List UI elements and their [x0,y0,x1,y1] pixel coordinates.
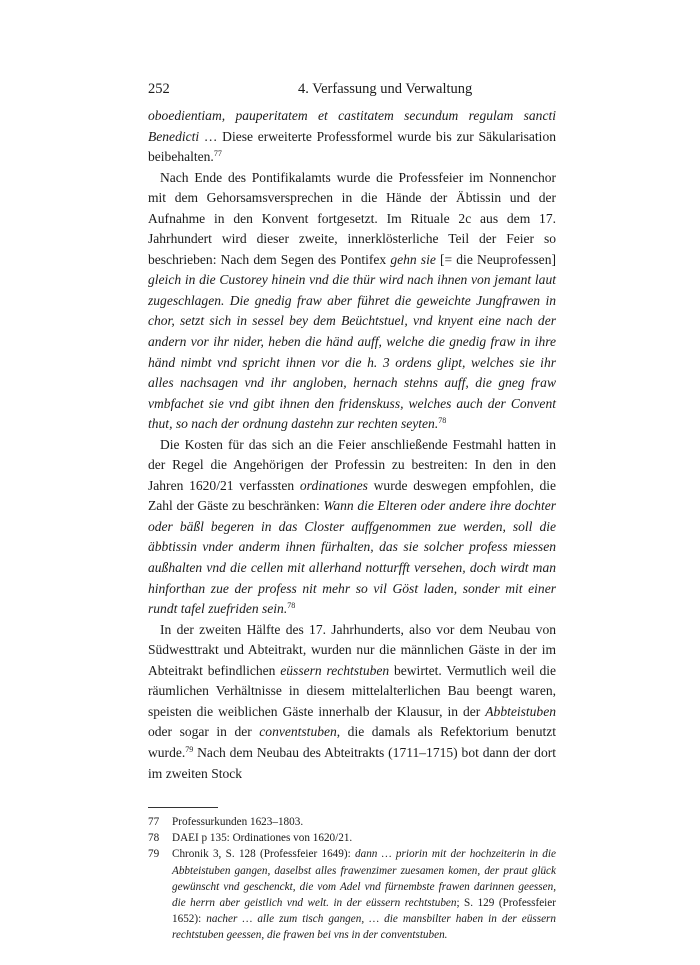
footnote-divider [148,807,218,808]
page-number: 252 [148,81,170,97]
footnote-reference: 79 [185,744,194,754]
paragraph [148,106,556,168]
footnote [148,814,556,830]
paragraph [148,435,556,620]
text-run: bewirtet. Vermutlich weil die räumlichen Verhältnisse in diesem mittelalterlichen Bau beengt waren, speisten die weiblichen Gäste innerhalb der Klausur, in der [148,662,557,719]
italic-quote: nacher … alle zum tisch gangen, … die mansbilter haben in der eüssern rechtstuben geessen, die frawen bei vns in der conventstuben. [172,913,556,942]
paragraph [148,620,556,784]
text-run: In der zweiten Hälfte des 17. Jahrhunderts, also vor dem Neubau von Südwesttrakt und Abteitrakt, wurden nur die männlichen Gäste in der im Abteitrakt befindlichen [148,621,556,678]
body-text [148,106,556,784]
footnote [148,846,556,943]
running-head [148,78,556,100]
text-run: Nach Ende des Pontifikalamts wurde die Professfeier im Nonnenchor mit dem Gehorsamsversprechen in die Hände der Äbtissin und der Aufnahme in den Konvent fortgesetzt. Im Rituale 2c aus dem 17. Jahrhundert wird dieser zweite, innerklösterliche Teil der Feier so beschrieben: Nach dem Segen des Pontifex [148,169,556,267]
text-run: ; S. 129 (Professfeier 1652): [172,897,556,926]
text-run: Nach dem Neubau des Abteitrakts (1711–1715) bot dann der dort im zweiten Stock [148,744,556,781]
footnote [148,830,556,846]
italic-quote: gehn sie [390,251,436,267]
italic-quote: ordinationes [299,477,368,493]
italic-quote: oboedientiam, pauperitatem et castitatem secundum regulam sancti Benedicti [148,108,556,144]
running-head-title: 4. Verfassung und Verwaltung [298,81,473,97]
text-run: [= die Neuprofessen] [435,251,556,267]
italic-quote: dann … priorin mit der hochzeiterin in die Abbteistuben gangen, daselbst alles frawenzimer zuesamen komen, der praut glück gewünscht vnd geschenckt, die vom Adel vnd fürnembste frawen darinnen geessen, die herrn aber geistlich vnd welt. in der eüssern rechtstuben [172,848,556,910]
italic-quote: gleich in die Custorey hinein vnd die thür wird nach ihnen von jemant laut zugeschlagen. Die gnedig fraw aber führet die geweichte Jungfrawen in chor, setzt sich in sessel bey dem Beüchtstuel, vnd knyent eine nach der andern vor ihr nider, heben die händ auff, welche die gnedig fraw in ihre händ nimbt vnd spricht ihnen vor die h. 3 ordens glipt, welches sie ihr alles nachsagen vnd ihr angloben, hernach stehns auff, die gneg fraw vmbfachet sie vnd gibt ihnen den fridenskuss, welches auch der Convent thut, so nach der ordnung dastehn zur rechten seyten. [148,272,556,432]
text-run: Professurkunden 1623–1803. [172,816,304,829]
italic-quote: eüssern rechtstuben [280,662,390,678]
paragraph [148,168,556,435]
text-run: DAEI p 135: Ordinationes von 1620/21. [172,832,353,845]
italic-quote: Wann die Elteren oder andere ihre dochter oder bäßl begeren in das Closter auffgenommen zue werden, soll die äbbtissin vnder anderm ihnen fürhalten, das sie solcher profess miessen außhalten vnd die cellen mit allerhand notturfft versehen, doch wirdt man hinforthan zue der profess nit mehr so vil Göst laden, sonder mit einer rundt tafel zuefriden sein. [148,498,557,617]
footnote-number: 77 [148,816,160,829]
text-run: Die Kosten für das sich an die Feier anschließende Festmahl hatten in der Regel die Angehörigen der Professin zu bestreiten: In den in den Jahren 1620/21 verfassten [148,436,556,493]
footnote-number: 78 [148,832,160,845]
footnote-reference: 77 [213,149,222,159]
footnote-reference: 78 [287,601,296,611]
text-run: Chronik 3, S. 128 (Professfeier 1649): [172,848,355,861]
text-run: wurde deswegen empfohlen, die Zahl der Gäste zu beschränken: [148,477,556,514]
text-run: … Diese erweiterte Professformel wurde bis zur Säkularisation beibehalten. [148,128,556,165]
text-run: oder sogar in der [148,724,260,740]
book-page [148,78,556,944]
italic-quote: Abbteistuben [485,703,556,719]
footnote-number: 79 [148,848,160,861]
italic-quote: conventstuben [259,724,337,740]
footnotes [148,814,556,944]
footnote-reference: 78 [438,416,447,426]
text-run: , die damals als Refektorium benutzt wurde. [148,724,557,760]
